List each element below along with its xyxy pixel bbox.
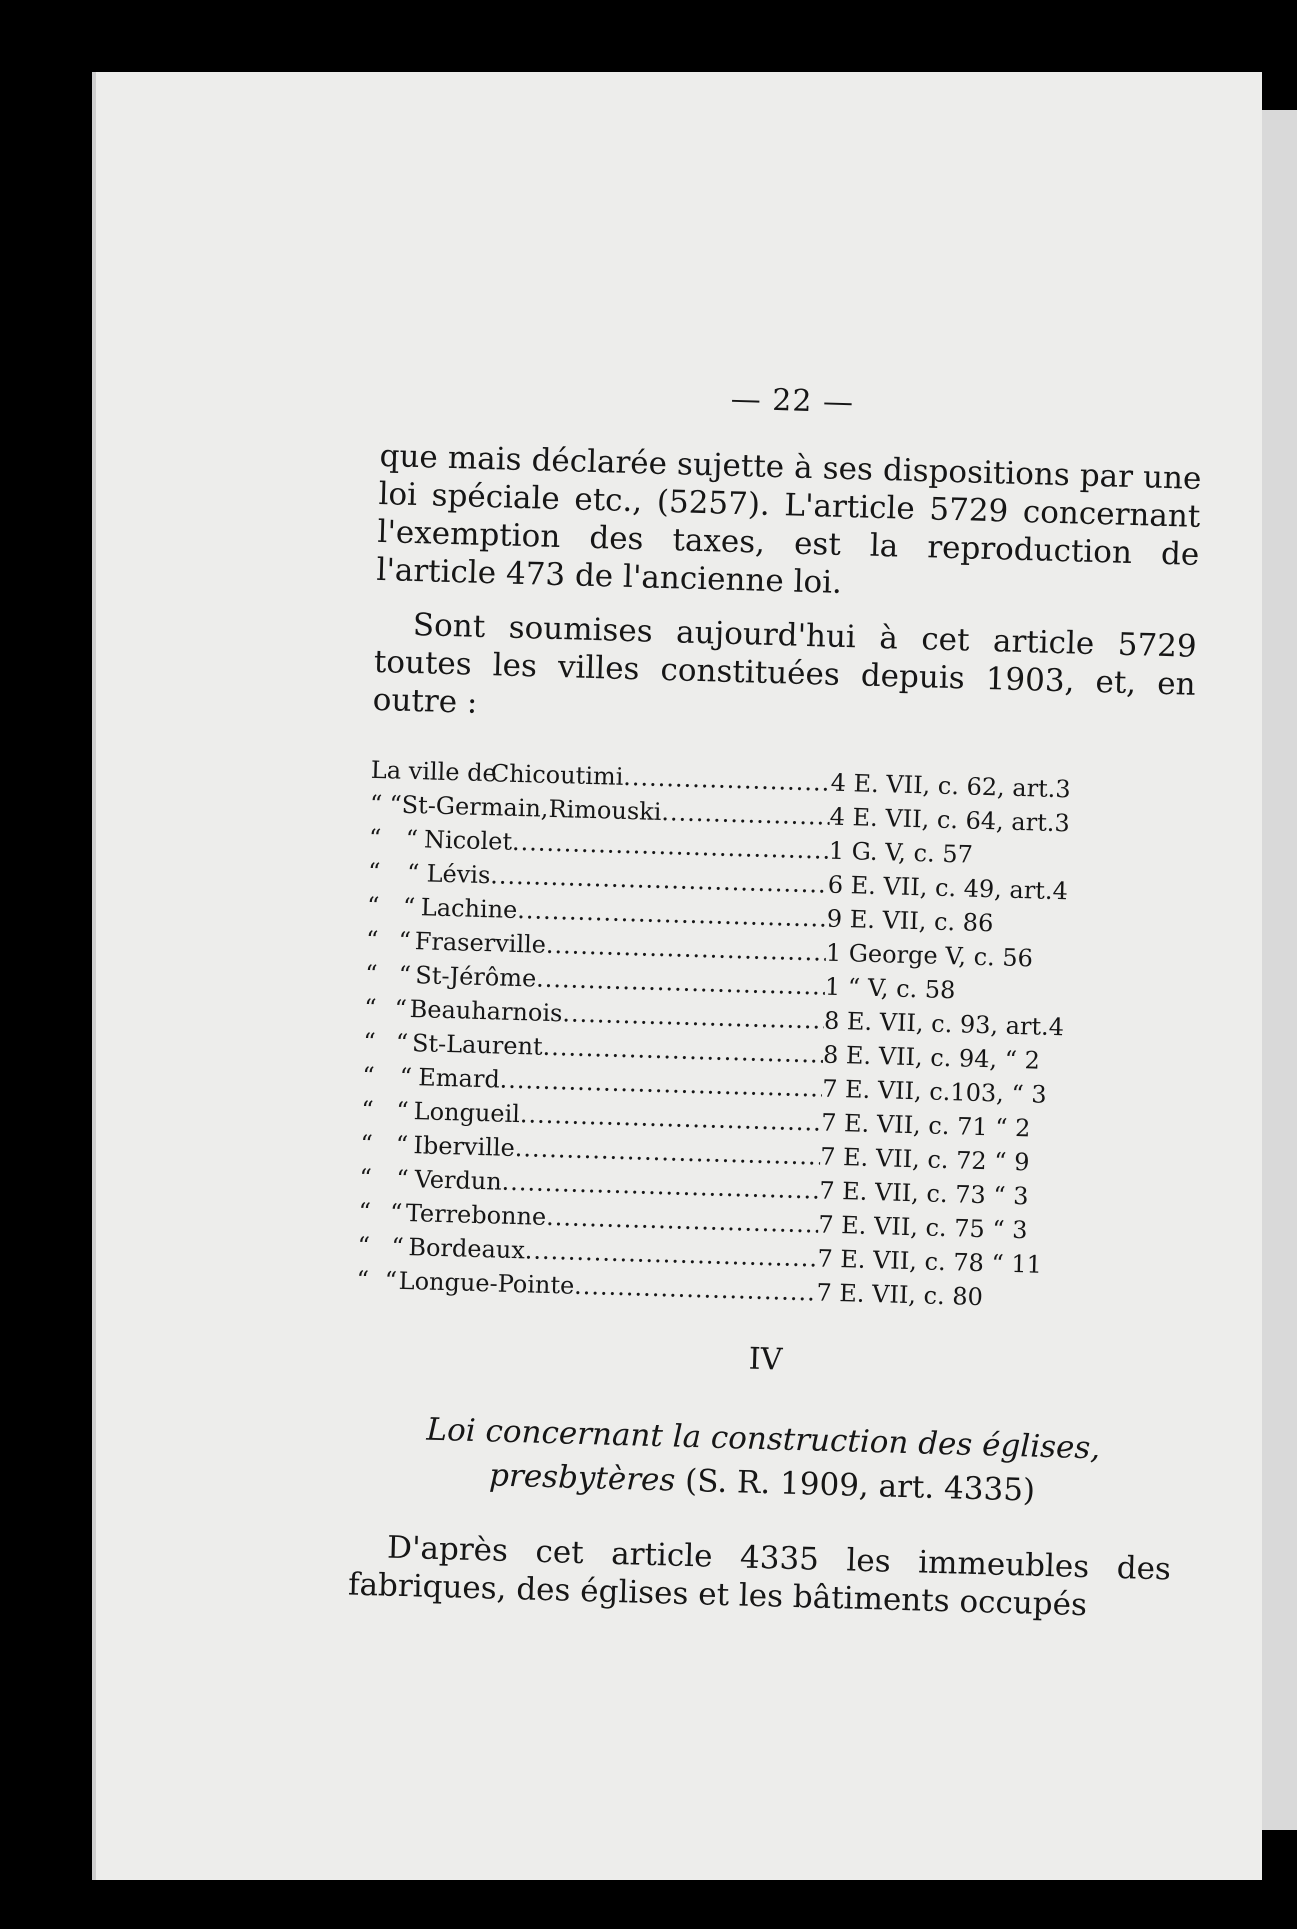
law-title-line1: Loi concernant la construction des églises, bbox=[426, 1411, 1101, 1467]
ville-name: Beauharnois bbox=[409, 995, 563, 1028]
ville-reference: 1 G. V, c. 57 bbox=[828, 836, 974, 869]
ditto-mark: “ bbox=[391, 1232, 405, 1261]
leader-dots bbox=[661, 795, 830, 834]
ditto-mark: “ bbox=[368, 823, 382, 853]
paragraph-villes-intro: Sont soumises aujourd'hui à cet article 5729 toutes les villes constituées depuis 1903, et, en outre : bbox=[372, 606, 1198, 721]
ville-reference: 7 E. VII, c. 80 bbox=[816, 1278, 984, 1312]
ditto-mark: “ bbox=[369, 789, 383, 819]
ville-reference: 1 “ V, c. 58 bbox=[824, 972, 956, 1005]
book-page bbox=[92, 72, 1262, 1880]
leader-dots bbox=[574, 1269, 817, 1310]
ville-name: Fraserville bbox=[414, 927, 547, 959]
ville-name: Longueil bbox=[413, 1097, 521, 1129]
ville-reference: 8 E. VII, c. 93, art.4 bbox=[823, 1006, 1065, 1042]
villes-list bbox=[356, 753, 1091, 1317]
ditto-mark: “ bbox=[359, 1163, 373, 1193]
ville-reference: 7 E. VII, c. 72 “ 9 bbox=[819, 1142, 1030, 1177]
ditto-mark: “ bbox=[406, 858, 420, 888]
ditto-mark: “ bbox=[384, 1266, 398, 1295]
ditto-mark: “ bbox=[398, 926, 412, 956]
page-content bbox=[348, 372, 1204, 1626]
ville-reference: 7 E. VII, c. 75 “ 3 bbox=[817, 1210, 1028, 1245]
ville-reference: 6 E. VII, c. 49, art.4 bbox=[827, 870, 1069, 906]
page-number: — 22 — bbox=[730, 381, 855, 421]
ville-name: Chicoutimi bbox=[490, 759, 624, 791]
leader-dots bbox=[623, 760, 831, 800]
ville-name: Longue-Pointe bbox=[398, 1266, 575, 1300]
ville-prefix: La ville de bbox=[370, 755, 498, 788]
ditto-mark: “ bbox=[394, 994, 408, 1023]
ditto-mark: “ bbox=[360, 1129, 374, 1159]
ville-name: Iberville bbox=[413, 1131, 516, 1163]
law-title bbox=[351, 1406, 1175, 1517]
ville-reference: 4 E. VII, c. 64, art.3 bbox=[829, 802, 1071, 838]
ditto-mark: “ bbox=[363, 993, 377, 1023]
ditto-mark: “ bbox=[366, 891, 380, 921]
ville-name: St-Germain,Rimouski bbox=[401, 790, 662, 826]
ville-reference: 1 George V, c. 56 bbox=[825, 938, 1034, 973]
ditto-mark: “ bbox=[362, 1027, 376, 1057]
ditto-mark: “ bbox=[364, 959, 378, 989]
ville-reference: 4 E. VII, c. 62, art.3 bbox=[830, 768, 1072, 804]
ditto-mark: “ bbox=[389, 1198, 403, 1227]
ville-name: Emard bbox=[417, 1063, 501, 1094]
ville-name: Lachine bbox=[420, 893, 518, 924]
ville-reference: 7 E. VII, c. 73 “ 3 bbox=[818, 1176, 1029, 1211]
ditto-mark: “ bbox=[357, 1231, 371, 1260]
ditto-mark: “ bbox=[361, 1095, 375, 1125]
ditto-mark: “ bbox=[395, 1096, 409, 1126]
ville-reference: 8 E. VII, c. 94, “ 2 bbox=[822, 1040, 1041, 1075]
ditto-mark: “ bbox=[399, 1062, 413, 1092]
law-title-citation: (S. R. 1909, art. 4335) bbox=[684, 1462, 1036, 1509]
ditto-mark: “ bbox=[395, 1028, 409, 1057]
ville-reference: 7 E. VII, c.103, “ 3 bbox=[821, 1074, 1047, 1109]
ditto-mark: “ bbox=[367, 857, 381, 887]
paragraph-article-4335: D'après cet article 4335 les immeubles des fabriques, des églises et les bâtiments occupés bbox=[347, 1529, 1172, 1624]
ditto-mark: “ bbox=[389, 790, 403, 819]
ditto-mark: “ bbox=[395, 1130, 409, 1160]
ville-name: Terrebonne bbox=[405, 1198, 547, 1231]
ville-name: Lévis bbox=[426, 859, 491, 890]
section-number: IV bbox=[748, 1341, 783, 1378]
ditto-mark: “ bbox=[356, 1265, 370, 1294]
ditto-mark: “ bbox=[358, 1197, 372, 1227]
ditto-mark: “ bbox=[361, 1061, 376, 1091]
ville-name: Bordeaux bbox=[408, 1233, 526, 1265]
adjacent-page-edge bbox=[1262, 110, 1297, 1830]
ville-reference: 7 E. VII, c. 78 “ 11 bbox=[817, 1244, 1043, 1279]
ditto-mark: “ bbox=[365, 925, 379, 955]
ville-name: St-Jérôme bbox=[414, 961, 537, 993]
ditto-mark: “ bbox=[402, 892, 416, 922]
ville-reference: 7 E. VII, c. 71 “ 2 bbox=[820, 1108, 1031, 1143]
ville-name: Verdun bbox=[414, 1165, 503, 1196]
ditto-mark: “ bbox=[405, 824, 419, 854]
ville-name: Nicolet bbox=[423, 825, 513, 856]
ditto-mark: “ bbox=[398, 960, 412, 990]
ville-reference: 9 E. VII, c. 86 bbox=[826, 904, 994, 938]
paragraph-continuation: que mais déclarée sujette à ses dispositions par une loi spéciale etc., (5257). L'article 5729 concernant l'exemption des taxes, est la reproduction de l'article 473 de l'ancienne loi. bbox=[375, 437, 1202, 601]
law-title-italic: presbytères bbox=[488, 1457, 676, 1499]
ville-name: St-Laurent bbox=[411, 1029, 544, 1061]
ditto-mark: “ bbox=[395, 1164, 409, 1194]
